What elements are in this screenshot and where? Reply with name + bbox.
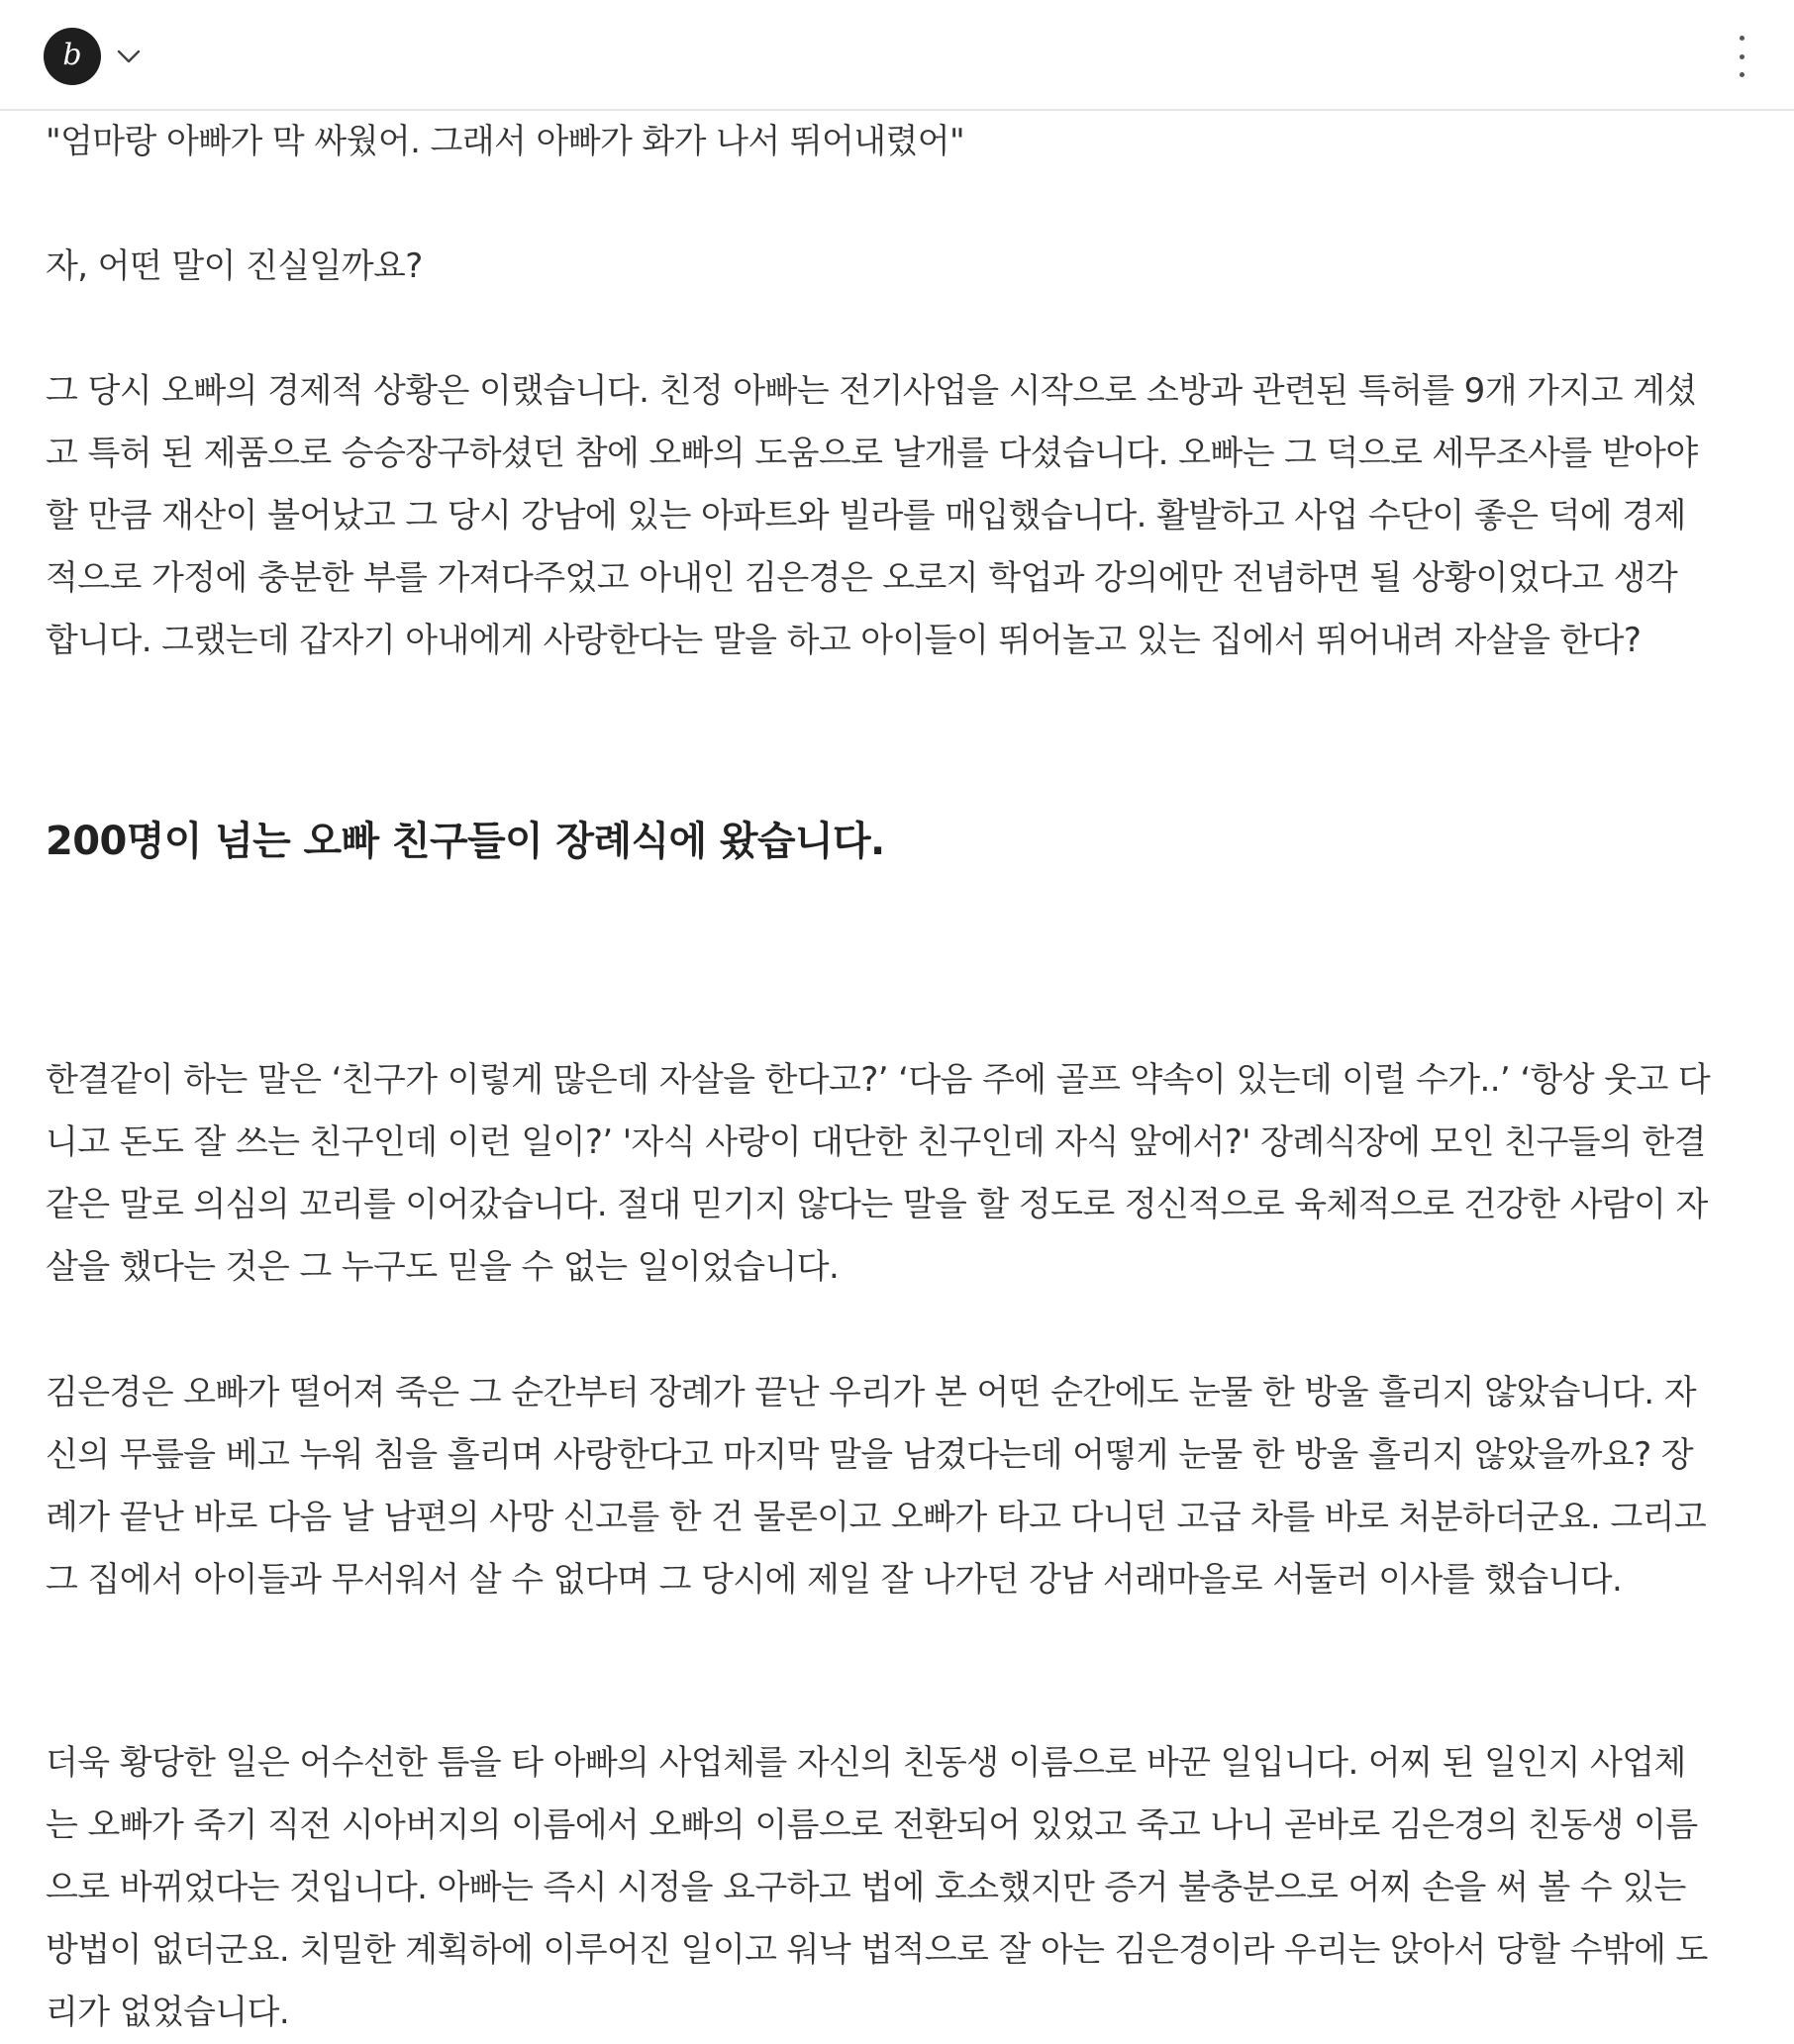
more-vertical-icon[interactable]: [1729, 32, 1754, 81]
paragraph-line: 할 만큼 재산이 불어났고 그 당시 강남에 있는 아파트와 빌라를 매입했습니다. 활발하고 사업 수단이 좋은 덕에 경제: [46, 496, 1686, 535]
paragraph-line: 신의 무릎을 베고 누워 침을 흘리며 사랑한다고 마지막 말을 남겼다는데 어떻게 눈물 한 방울 흘리지 않았을까요? 장: [46, 1435, 1693, 1475]
quote-paragraph: [46, 111, 964, 173]
paragraph-economic-situation: [46, 360, 1698, 672]
paragraph-line: 으로 바뀌었다는 것입니다. 아빠는 즉시 시정을 요구하고 법에 호소했지만 증거 불충분으로 어찌 손을 써 볼 수 있는: [46, 1868, 1686, 1907]
paragraph-line: 자, 어떤 말이 진실일까요?: [46, 246, 423, 286]
paragraph-line: 그 당시 오빠의 경제적 상황은 이랬습니다. 친정 아빠는 전기사업을 시작으로 소방과 관련된 특허를 9개 가지고 계셨: [46, 371, 1697, 411]
more-dot: [1740, 36, 1744, 41]
paragraph-funeral: [46, 1362, 1706, 1611]
paragraph-line: 김은경은 오빠가 떨어져 죽은 그 순간부터 장례가 끝난 우리가 본 어떤 순간에도 눈물 한 방울 흘리지 않았습니다. 자: [46, 1373, 1696, 1412]
paragraph-line: 방법이 없더군요. 치밀한 계획하에 이루어진 일이고 워낙 법적으로 잘 아는 김은경이라 우리는 앉아서 당할 수밖에 도: [46, 1930, 1708, 1970]
paragraph-line: 례가 끝난 바로 다음 날 남편의 사망 신고를 한 건 물론이고 오빠가 타고 다니던 고급 차를 바로 처분하더군요. 그리고: [46, 1498, 1707, 1537]
paragraph-line: 그 집에서 아이들과 무서워서 살 수 없다며 그 당시에 제일 잘 나가던 강남 서래마을로 서둘러 이사를 했습니다.: [46, 1560, 1623, 1600]
paragraph-line: "엄마랑 아빠가 막 싸웠어. 그래서 아빠가 화가 나서 뛰어내렸어": [46, 122, 965, 161]
more-dot: [1740, 72, 1744, 77]
paragraph-line: 는 오빠가 죽기 직전 시아버지의 이름에서 오빠의 이름으로 전환되어 있었고 죽고 나니 곧바로 김은경의 친동생 이름: [46, 1805, 1698, 1845]
logo-glyph: b: [62, 38, 82, 72]
paragraph-line: 고 특허 된 제품으로 승승장구하셨던 참에 오빠의 도움으로 날개를 다셨습니다. 오빠는 그 덕으로 세무조사를 받아야: [46, 434, 1698, 473]
top-bar: [0, 0, 1794, 111]
question-paragraph: [46, 236, 423, 298]
paragraph-business: [46, 1732, 1708, 2044]
section-heading: 200명이 넘는 오빠 친구들이 장례식에 왔습니다.: [46, 819, 885, 864]
paragraph-line: 합니다. 그랬는데 갑자기 아내에게 사랑한다는 말을 하고 아이들이 뛰어놀고 있는 집에서 뛰어내려 자살을 한다?: [46, 621, 1642, 660]
paragraph-line: 적으로 가정에 충분한 부를 가져다주었고 아내인 김은경은 오로지 학업과 강의에만 전념하면 될 상황이었다고 생각: [46, 558, 1678, 598]
paragraph-line: 리가 없었습니다.: [46, 1993, 290, 2032]
paragraph-friends: [46, 1049, 1710, 1299]
paragraph-line: 더욱 황당한 일은 어수선한 틈을 타 아빠의 사업체를 자신의 친동생 이름으로 바꾼 일입니다. 어찌 된 일인지 사업체: [46, 1743, 1686, 1783]
paragraph-line: 니고 돈도 잘 쓰는 친구인데 이런 일이?’ '자식 사랑이 대단한 친구인데 자식 앞에서?' 장례식장에 모인 친구들의 한결: [46, 1122, 1706, 1162]
paragraph-line: 한결같이 하는 말은 ‘친구가 이렇게 많은데 자살을 한다고?’ ‘다음 주에 골프 약속이 있는데 이럴 수가..’ ‘항상 웃고 다: [46, 1060, 1711, 1100]
brunch-logo-icon[interactable]: [44, 28, 101, 85]
paragraph-line: 살을 했다는 것은 그 누구도 믿을 수 없는 일이었습니다.: [46, 1247, 840, 1287]
more-dot: [1740, 54, 1744, 59]
chevron-down-icon[interactable]: [115, 46, 143, 67]
paragraph-line: 같은 말로 의심의 꼬리를 이어갔습니다. 절대 믿기지 않다는 말을 할 정도로 정신적으로 육체적으로 건강한 사람이 자: [46, 1185, 1708, 1224]
